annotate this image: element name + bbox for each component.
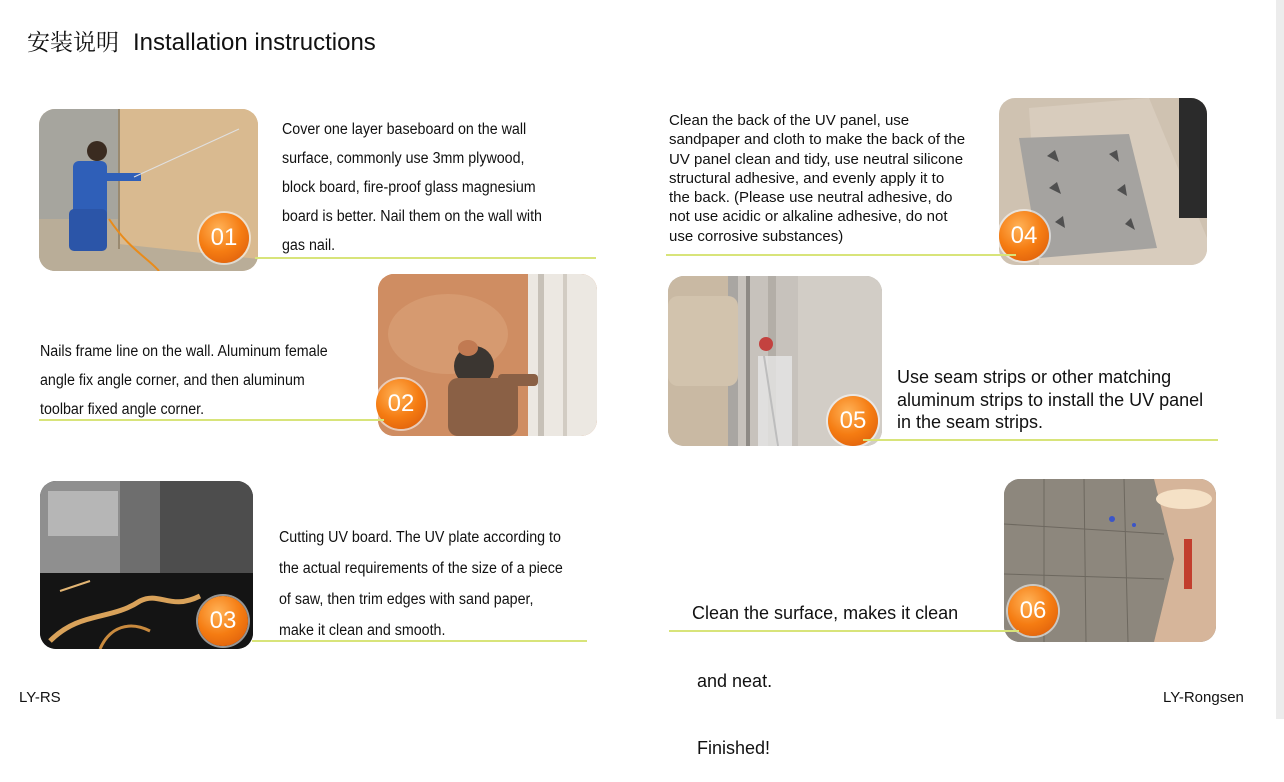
step-03-text-line-1: Cutting UV board. The UV plate according to — [279, 529, 561, 546]
step-04-text-line-7: use corrosive substances) — [669, 227, 844, 245]
step-06-text — [692, 557, 1002, 782]
step-03-text-line-4: make it clean and smooth. — [279, 622, 446, 639]
step-05-underline — [863, 439, 1218, 441]
step-04-text — [669, 111, 999, 246]
step-01-text-line-5: gas nail. — [282, 237, 336, 254]
step-04-text-line-6: not use acidic or alkaline adhesive, do not — [669, 208, 948, 226]
step-04-text-line-2: sandpaper and cloth to make the back of the — [669, 131, 966, 149]
step-04-text-line-5: the back. (Please use neutral adhesive, do — [669, 189, 953, 207]
step-01-text-line-3: block board, fire-proof glass magnesium — [282, 179, 536, 196]
step-05-badge: 05 — [828, 396, 878, 446]
step-04-underline — [666, 254, 1016, 256]
step-04-badge: 04 — [999, 211, 1049, 261]
step-06-text-line-1: Clean the surface, makes it clean — [692, 603, 959, 623]
step-06-text-line-3: Finished! — [692, 738, 771, 758]
step-01-text-line-1: Cover one layer baseboard on the wall — [282, 121, 527, 138]
title-english: Installation instructions — [133, 29, 376, 56]
step-06-badge: 06 — [1008, 586, 1058, 636]
step-02-badge: 02 — [376, 379, 426, 429]
step-02-text-line-2: angle fix angle corner, and then aluminum — [40, 372, 305, 389]
step-05-text-line-3: in the seam strips. — [897, 412, 1044, 432]
footer-right-label: LY-Rongsen — [1163, 689, 1244, 706]
step-01-badge: 01 — [199, 213, 249, 263]
step-02-text-line-1: Nails frame line on the wall. Aluminum female — [40, 343, 328, 360]
step-04-text-line-4: structural adhesive, and evenly apply it to — [669, 169, 945, 187]
step-04-text-line-1: Clean the back of the UV panel, use — [669, 112, 910, 129]
page-title — [27, 24, 376, 57]
step-06-text-line-2: and neat. — [692, 670, 773, 691]
step-03-text — [279, 522, 587, 646]
title-chinese: 安装说明 — [27, 30, 119, 56]
step-02-text — [40, 337, 380, 424]
step-05-text-line-2: aluminum strips to install the UV panel — [897, 389, 1204, 410]
page-edge — [1276, 0, 1284, 719]
step-02-text-line-3: toolbar fixed angle corner. — [40, 401, 205, 418]
step-01-text — [282, 115, 595, 260]
step-03-badge: 03 — [198, 596, 248, 646]
step-03-text-line-2: the actual requirements of the size of a piece — [279, 560, 563, 577]
step-01-text-line-4: board is better. Nail them on the wall with — [282, 208, 542, 225]
step-01-text-line-2: surface, commonly use 3mm plywood, — [282, 150, 525, 167]
step-03-text-line-3: of saw, then trim edges with sand paper, — [279, 591, 534, 608]
step-05-text-line-1: Use seam strips or other matching — [897, 367, 1172, 387]
step-04-text-line-3: UV panel clean and tidy, use neutral silicone — [669, 150, 964, 168]
footer-left-label: LY-RS — [19, 689, 61, 706]
step-05-text — [897, 366, 1237, 434]
